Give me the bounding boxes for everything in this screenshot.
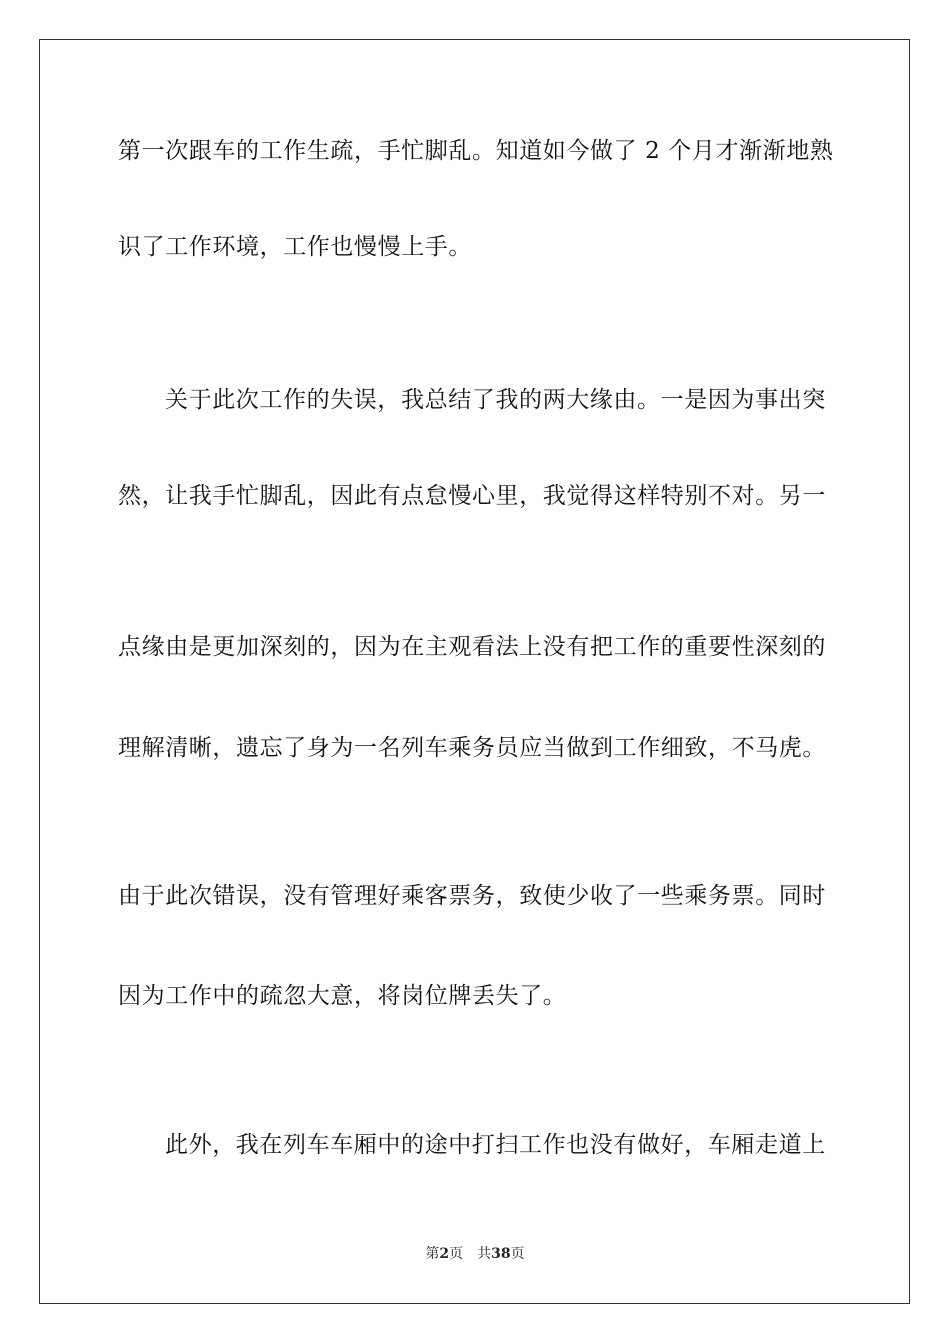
text-line-2: 识了工作环境，工作也慢慢上手。	[118, 234, 472, 260]
page-border	[39, 39, 910, 1304]
text-line-3: 关于此次工作的失误，我总结了我的两大缘由。一是因为事出突	[165, 387, 826, 413]
footer-total-suffix: 页	[510, 1246, 525, 1262]
footer-page-prefix: 第	[425, 1246, 440, 1262]
text-line-6: 理解清晰，遗忘了身为一名列车乘务员应当做到工作细致，不马虎。	[118, 735, 826, 761]
footer-total-pages: 38	[491, 1246, 511, 1262]
text-line-8: 因为工作中的疏忽大意，将岗位牌丢失了。	[118, 983, 567, 1009]
text-line-1: 第一次跟车的工作生疏，手忙脚乱。知道如今做了 2 个月才渐渐地熟	[118, 138, 834, 164]
text-line-9: 此外，我在列车车厢中的途中打扫工作也没有做好，车厢走道上	[165, 1132, 826, 1158]
text-line-7: 由于此次错误，没有管理好乘客票务，致使少收了一些乘务票。同时	[118, 883, 826, 909]
text-line-5: 点缘由是更加深刻的，因为在主观看法上没有把工作的重要性深刻的	[118, 634, 826, 660]
page-footer	[0, 1245, 950, 1263]
text-line-4: 然，让我手忙脚乱，因此有点怠慢心里，我觉得这样特别不对。另一	[118, 483, 826, 509]
footer-page-number: 2	[439, 1246, 450, 1262]
footer-page-suffix: 页	[449, 1246, 464, 1262]
footer-total-prefix: 共	[477, 1246, 492, 1262]
